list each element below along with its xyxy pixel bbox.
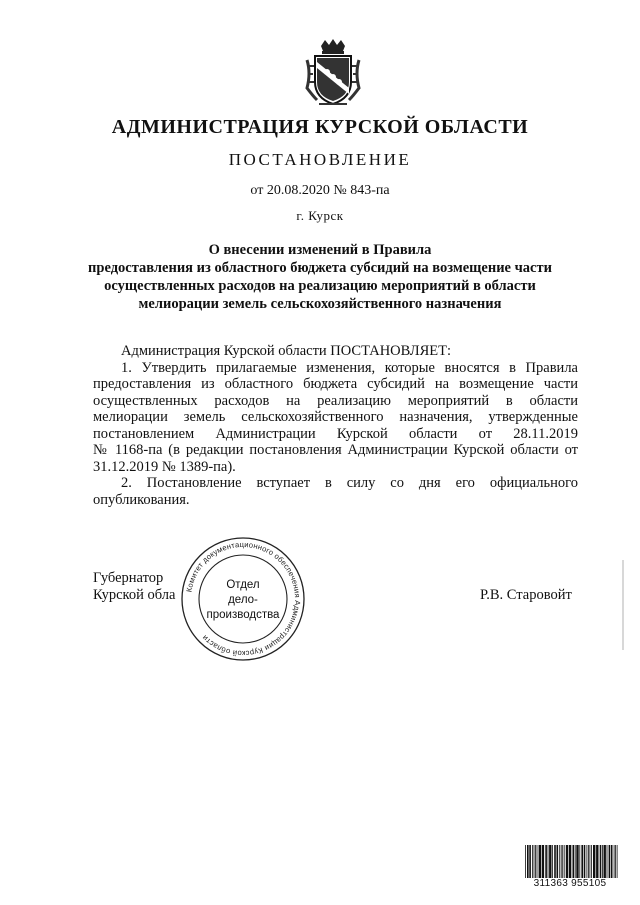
barcode-bar [562,845,563,879]
barcode-bar [591,845,592,879]
barcode-bar [604,845,606,879]
barcode-bar [587,845,588,879]
stamp-center-line: дело- [228,594,258,606]
barcode-bar [527,845,529,879]
barcode-bar [549,845,551,879]
barcode-bar [532,845,533,879]
barcode-bar [529,845,531,879]
organization-name: АДМИНИСТРАЦИЯ КУРСКОЙ ОБЛАСТИ [111,116,529,138]
barcode-bar [552,845,553,879]
barcode-bar [607,845,608,879]
barcode-bar [576,845,578,879]
barcode-bar [602,845,603,879]
barcode [524,845,619,897]
barcode-bar [588,845,589,879]
barcode-bar [561,845,562,879]
barcode-bar [615,845,616,879]
body-line: 31.12.2019 № 1389-па). [93,458,236,475]
stamp-center-line: производства [206,609,280,621]
barcode-bar [617,845,618,879]
body-line: № 1168-па (в редакции постановления Администрации Курской области от [93,442,578,458]
document-city: г. Курск [296,208,344,223]
barcode-bar [611,845,613,879]
barcode-bar [609,845,611,879]
barcode-bar [596,845,598,879]
title-line: предоставления из областного бюджета субсидий на возмещение части [88,260,552,276]
barcode-bar [535,845,536,879]
barcode-bar [534,845,535,879]
barcode-bar [600,845,602,879]
stamp-ring-text: Комитет документационного обеспечения Администрации Курской области [184,539,303,659]
signatory-position-line: Курской обла [93,587,176,603]
barcode-bar [590,845,591,879]
barcode-bar [579,845,580,879]
signatory-name: Р.В. Старовойт [480,587,572,603]
kursk-coat-of-arms-icon [303,38,363,108]
barcode-bar [537,845,538,879]
title-line: мелиорации земель сельскохозяйственного назначения [138,296,502,312]
document-type: ПОСТАНОВЛЕНИЕ [228,150,412,169]
barcode-bar [539,845,541,879]
scan-artifact-line [622,560,624,650]
barcode-bar [548,845,549,879]
official-stamp [180,536,306,662]
barcode-bar [557,845,559,879]
body-line: 2. Постановление вступает в силу со дня его официального [121,475,578,491]
body-preamble: Администрация Курской области ПОСТАНОВЛЯЕТ: [121,343,452,359]
barcode-bar [564,845,565,879]
barcode-bar [581,845,583,879]
body-line: опубликования. [93,491,190,508]
barcode-bar [575,845,576,879]
body-line: постановлением Администрации Курской области от 28.11.2019 [93,425,578,442]
signatory-position-line: Губернатор [93,570,164,586]
body-line: мелиорации земель сельскохозяйственного назначения, утвержденные [93,409,578,425]
barcode-bar [542,845,544,879]
barcode-bar [584,845,586,879]
body-line: 1. Утвердить прилагаемые изменения, которые вносятся в Правила [121,359,578,376]
barcode-bar [525,845,526,879]
stamp-center-line: Отдел [226,579,260,591]
barcode-bar [566,845,568,879]
barcode-bar [573,845,575,879]
barcode-bar [554,845,556,879]
barcode-bar [559,845,560,879]
barcode-bar [545,845,547,879]
title-line: О внесении изменений в Правила [208,242,432,258]
document-title [80,241,560,313]
signatory-position [93,570,175,604]
barcode-bar [569,845,571,879]
barcode-bar [614,845,615,879]
barcode-bar [593,845,595,879]
body-line: осуществленных расходов на реализацию мероприятий в области [93,392,578,409]
document-date-number: от 20.08.2020 № 843-па [250,183,390,198]
title-line: осуществленных расходов на реализацию мероприятий в области [104,278,536,294]
body-line: предоставления из областного бюджета субсидий на возмещение части [93,376,578,392]
barcode-number: 311363 955105 [521,878,619,889]
document-body [93,343,578,508]
